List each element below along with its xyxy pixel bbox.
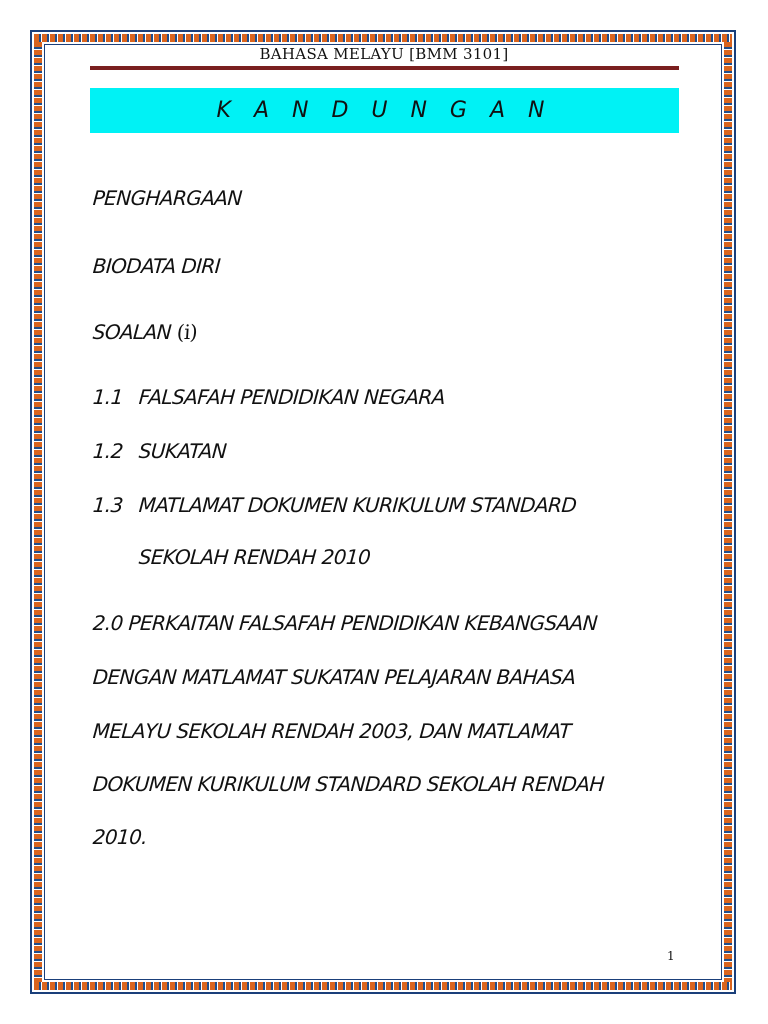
- page-number: 1: [667, 949, 675, 963]
- toc-item-text: FALSAFAH PENDIDIKAN NEGARA: [138, 385, 446, 409]
- toc-section-2-line: 2010.: [92, 825, 148, 849]
- toc-item-number: 1.2: [92, 439, 124, 463]
- toc-entry-1-3: [92, 493, 577, 517]
- running-header: BAHASA MELAYU [BMM 3101]: [259, 45, 509, 63]
- toc-entry-penghargaan: PENGHARGAAN: [92, 186, 243, 210]
- toc-section-2-line: DOKUMEN KURIKULUM STANDARD SEKOLAH RENDAH: [92, 772, 605, 796]
- toc-section-2-line: DENGAN MATLAMAT SUKATAN PELAJARAN BAHASA: [92, 665, 577, 689]
- toc-soalan-label: SOALAN: [92, 320, 172, 344]
- toc-item-text: SUKATAN: [138, 439, 228, 463]
- toc-soalan-number: (i): [176, 320, 198, 344]
- toc-entry-biodata: BIODATA DIRI: [92, 254, 221, 278]
- toc-item-text: MATLAMAT DOKUMEN KURIKULUM STANDARD: [138, 493, 578, 517]
- header-rule: [90, 66, 679, 70]
- toc-entry-1-1: [92, 385, 446, 409]
- title-bar: [90, 88, 679, 133]
- toc-section-2-line: MELAYU SEKOLAH RENDAH 2003, DAN MATLAMAT: [92, 719, 572, 743]
- toc-section-2-line: 2.0 PERKAITAN FALSAFAH PENDIDIKAN KEBANGSAAN: [92, 611, 599, 635]
- toc-entry-1-3-continued: SEKOLAH RENDAH 2010: [138, 545, 372, 569]
- page-title: K A N D U N G A N: [216, 98, 553, 123]
- toc-entry-soalan: [92, 320, 198, 344]
- toc-entry-1-2: [92, 439, 227, 463]
- toc-item-number: 1.1: [92, 385, 124, 409]
- toc-item-number: 1.3: [92, 493, 124, 517]
